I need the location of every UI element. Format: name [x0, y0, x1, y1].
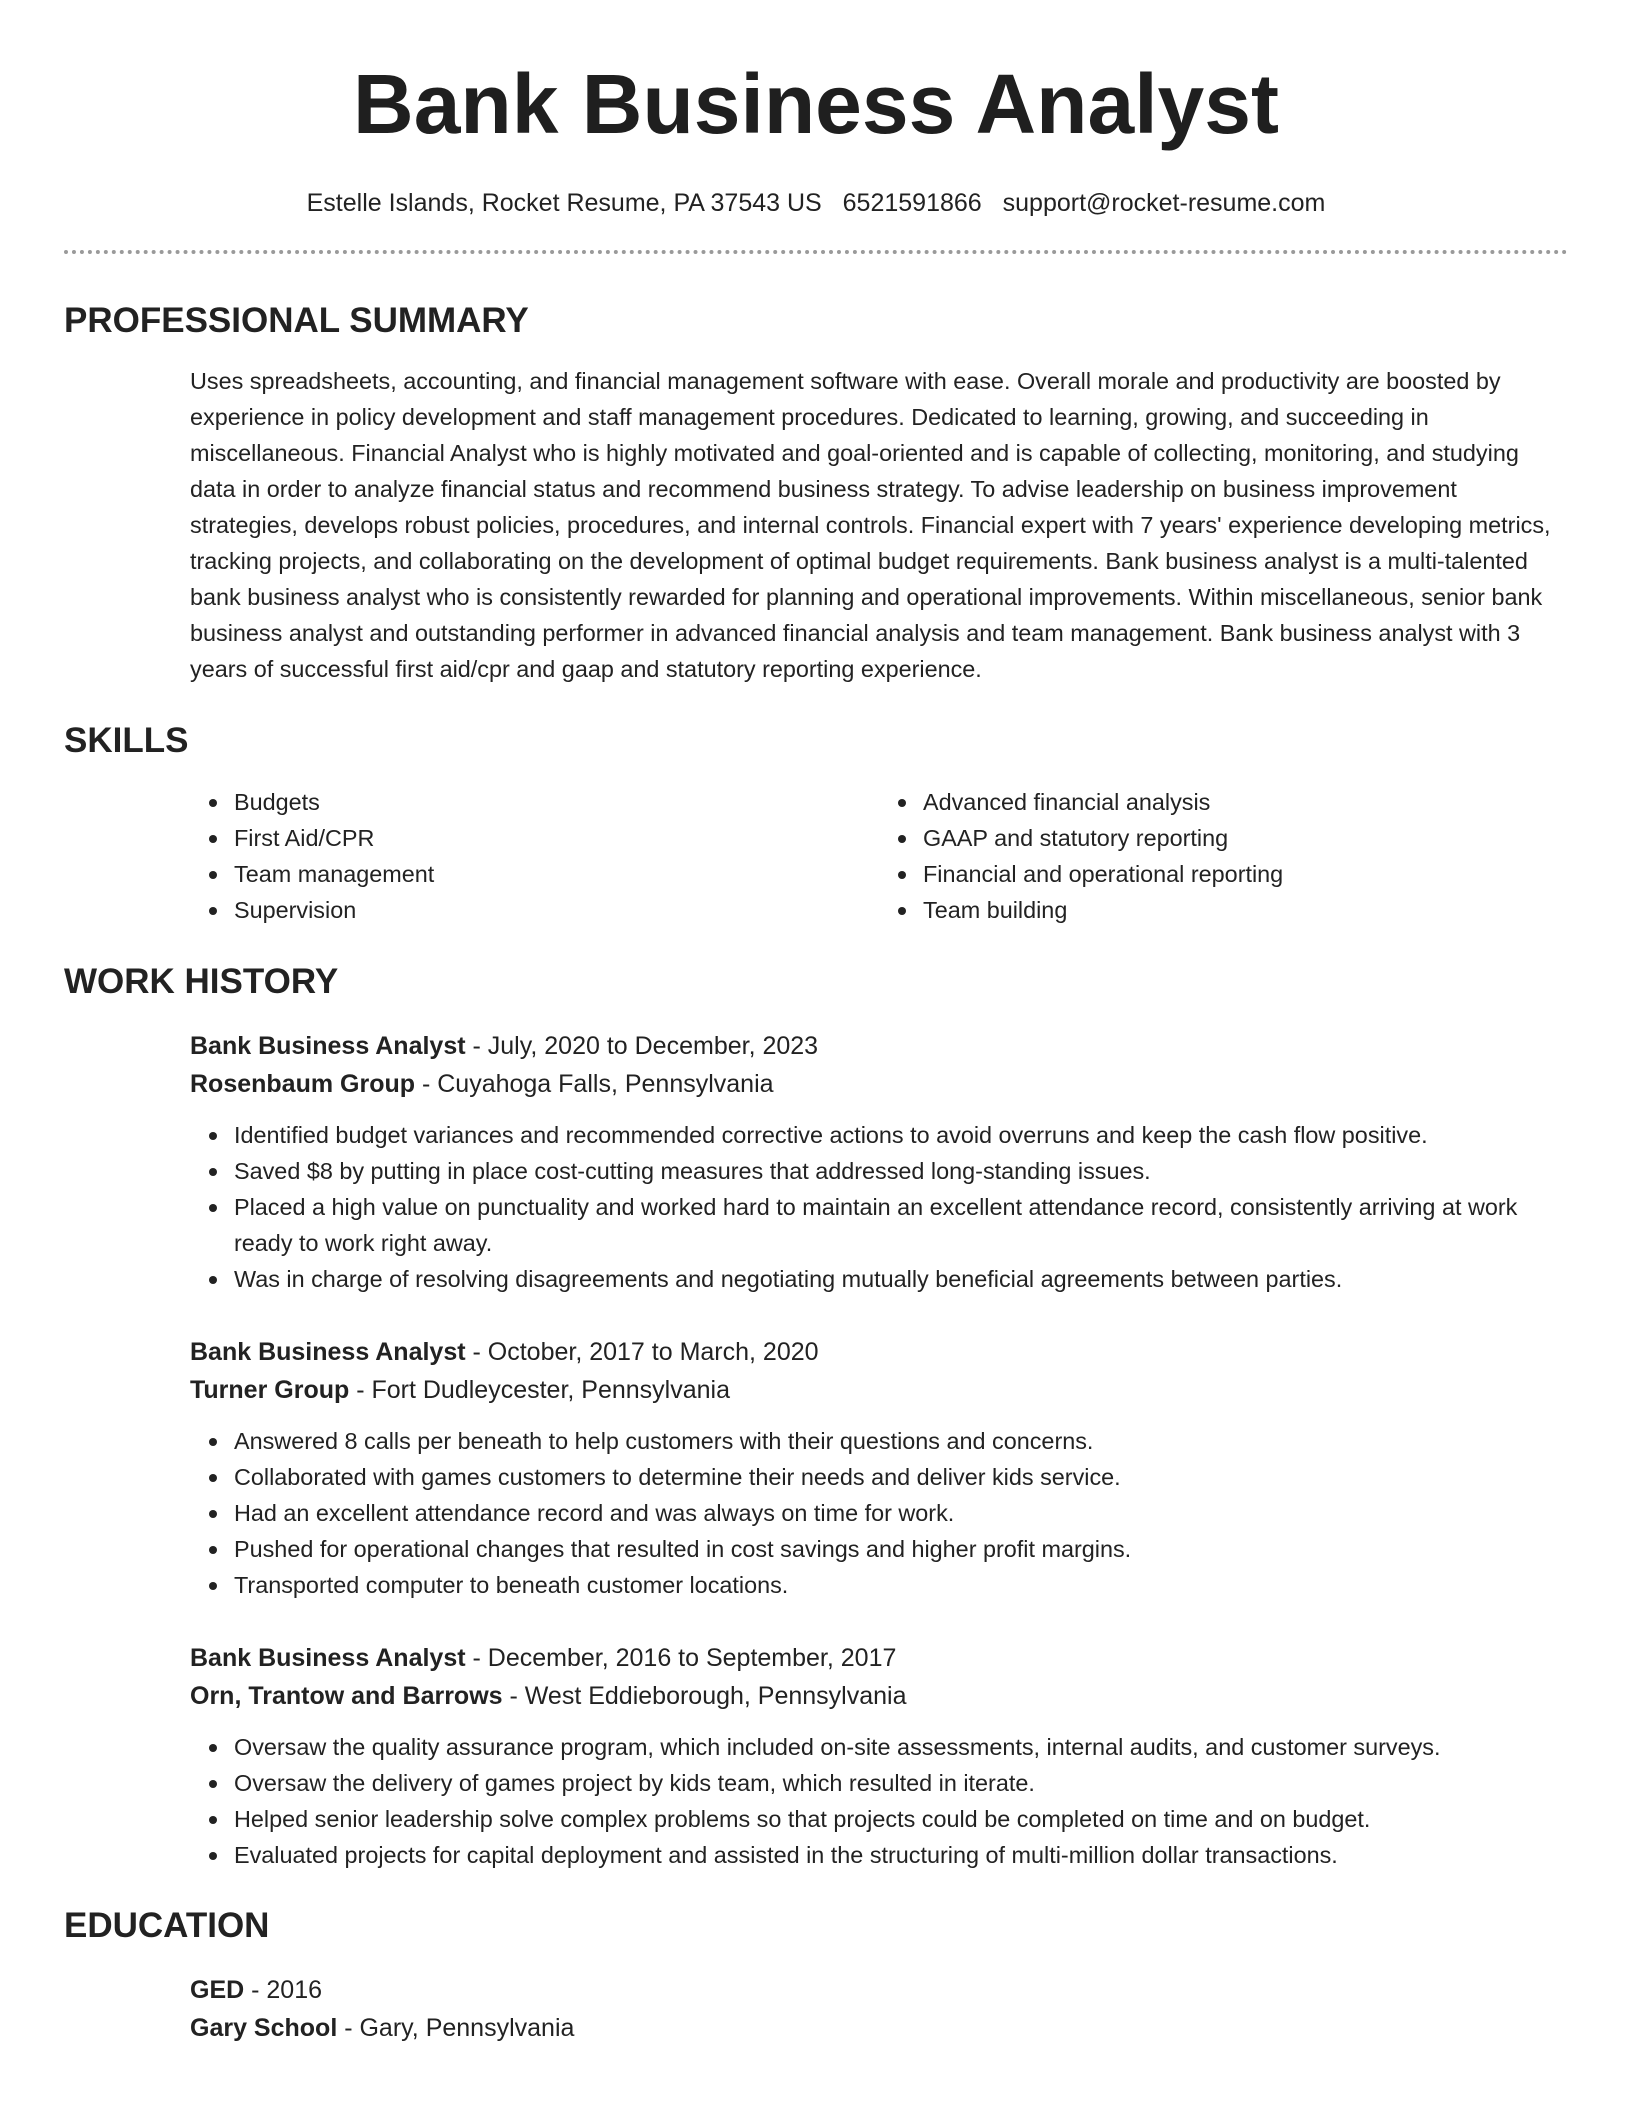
skill-item: Budgets: [234, 784, 879, 820]
job-bullet: Helped senior leadership solve complex problems so that projects could be completed on time and on budget.: [234, 1801, 1568, 1837]
job-bullet: Was in charge of resolving disagreements and negotiating mutually beneficial agreements between parties.: [234, 1261, 1568, 1297]
job-role: Bank Business Analyst: [190, 1644, 466, 1672]
job-dates: - December, 2016 to September, 2017: [465, 1644, 897, 1672]
education-entry: [190, 1971, 1568, 2047]
job-company-line: [190, 1677, 1568, 1715]
contact-phone: 6521591866: [842, 189, 982, 217]
job-company-line: [190, 1065, 1568, 1103]
skill-item: GAAP and statutory reporting: [923, 820, 1568, 856]
job-bullets: [190, 1729, 1568, 1873]
education-year: - 2016: [244, 1976, 323, 2004]
job-entry: [190, 1333, 1568, 1603]
job-company: Turner Group: [190, 1376, 350, 1404]
job-company: Rosenbaum Group: [190, 1070, 416, 1098]
summary-heading: PROFESSIONAL SUMMARY: [64, 301, 529, 340]
job-bullet: Collaborated with games customers to determine their needs and deliver kids service.: [234, 1459, 1568, 1495]
job-role: Bank Business Analyst: [190, 1338, 466, 1366]
contact-line: [64, 188, 1568, 218]
resume-name: Bank Business Analyst: [353, 57, 1279, 151]
job-company-line: [190, 1371, 1568, 1409]
job-title-line: [190, 1333, 1568, 1371]
skill-item: Supervision: [234, 892, 879, 928]
skill-item: Financial and operational reporting: [923, 856, 1568, 892]
job-bullet: Evaluated projects for capital deployment and assisted in the structuring of multi-million dollar transactions.: [234, 1837, 1568, 1873]
skills-column-left: [190, 784, 879, 928]
job-bullet: Had an excellent attendance record and was always on time for work.: [234, 1495, 1568, 1531]
job-role: Bank Business Analyst: [190, 1032, 466, 1060]
education-school: Gary School: [190, 2014, 338, 2042]
job-entry: [190, 1027, 1568, 1297]
job-title-line: [190, 1639, 1568, 1677]
job-company: Orn, Trantow and Barrows: [190, 1682, 503, 1710]
education-degree: GED: [190, 1976, 245, 2004]
job-bullet: Oversaw the quality assurance program, which included on-site assessments, internal audits, and customer surveys.: [234, 1729, 1568, 1765]
contact-email: support@rocket-resume.com: [1002, 189, 1326, 217]
work-history-heading: WORK HISTORY: [64, 962, 339, 1001]
job-bullet: Placed a high value on punctuality and worked hard to maintain an excellent attendance record, consistently arriving at work ready to work right away.: [234, 1189, 1568, 1261]
job-bullets: [190, 1117, 1568, 1297]
job-dates: - July, 2020 to December, 2023: [465, 1032, 819, 1060]
job-bullet: Oversaw the delivery of games project by kids team, which resulted in iterate.: [234, 1765, 1568, 1801]
job-title-line: [190, 1027, 1568, 1065]
skills-heading: SKILLS: [64, 721, 189, 760]
skills-column-right: [879, 784, 1568, 928]
summary-text: Uses spreadsheets, accounting, and financial management software with ease. Overall morale and productivity are boosted by experience in policy development and staff management procedures. Dedicated to learning, growing, and succeeding in miscellaneous. Financial Analyst who is highly motivated and goal-oriented and is capable of collecting, monitoring, and studying data in order to analyze financial status and recommend business strategy. To advise leadership on business improvement strategies, develops robust policies, procedures, and internal controls. Financial expert with 7 years' experience developing metrics, tracking projects, and collaborating on the development of optimal budget requirements. Bank business analyst is a multi-talented bank business analyst who is consistently rewarded for planning and operational improvements. Within miscellaneous, senior bank business analyst and outstanding performer in advanced financial analysis and team management. Bank business analyst with 3 years of successful first aid/cpr and gaap and statutory reporting experience.: [190, 368, 1551, 682]
job-bullet: Saved $8 by putting in place cost-cutting measures that addressed long-standing issues.: [234, 1153, 1568, 1189]
job-entry: [190, 1639, 1568, 1873]
skill-item: Team building: [923, 892, 1568, 928]
skill-item: First Aid/CPR: [234, 820, 879, 856]
job-bullet: Transported computer to beneath customer locations.: [234, 1567, 1568, 1603]
job-bullets: [190, 1423, 1568, 1603]
contact-address: Estelle Islands, Rocket Resume, PA 37543 US: [306, 189, 822, 217]
job-bullet: Pushed for operational changes that resulted in cost savings and higher profit margins.: [234, 1531, 1568, 1567]
job-location: - Cuyahoga Falls, Pennsylvania: [415, 1070, 774, 1098]
job-bullet: Answered 8 calls per beneath to help customers with their questions and concerns.: [234, 1423, 1568, 1459]
skills-grid: [190, 784, 1568, 928]
education-degree-line: [190, 1971, 1568, 2009]
job-location: - West Eddieborough, Pennsylvania: [502, 1682, 907, 1710]
education-heading: EDUCATION: [64, 1906, 270, 1945]
header-divider: [64, 250, 1568, 254]
skill-item: Team management: [234, 856, 879, 892]
resume-page: [64, 0, 1568, 2047]
skill-item: Advanced financial analysis: [923, 784, 1568, 820]
job-location: - Fort Dudleycester, Pennsylvania: [349, 1376, 730, 1404]
job-dates: - October, 2017 to March, 2020: [465, 1338, 819, 1366]
education-school-line: [190, 2009, 1568, 2047]
job-bullet: Identified budget variances and recommended corrective actions to avoid overruns and keep the cash flow positive.: [234, 1117, 1568, 1153]
education-location: - Gary, Pennsylvania: [337, 2014, 575, 2042]
